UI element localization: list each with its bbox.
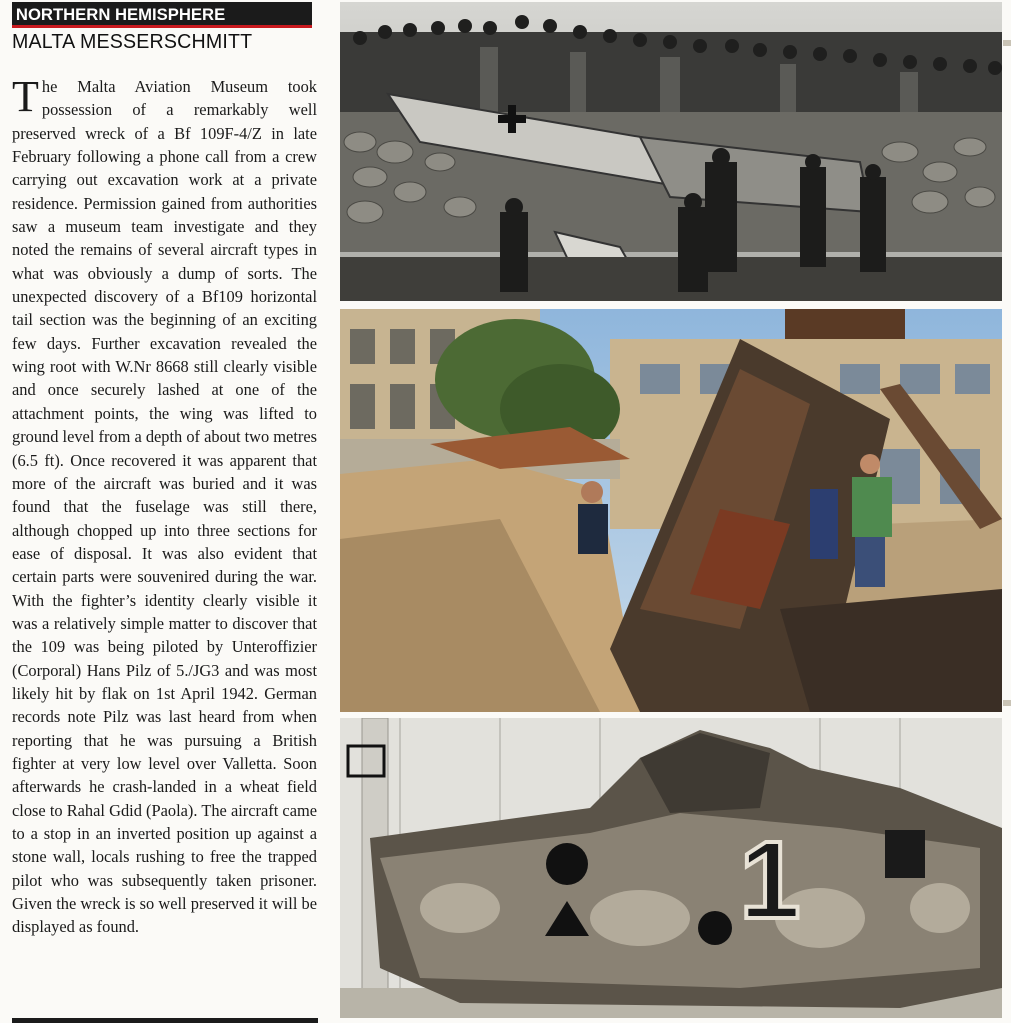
photo-historic-crash-scene <box>340 2 1002 301</box>
historic-crash-image <box>340 2 1002 301</box>
excavation-lift-image <box>340 309 1002 712</box>
edge-decoration <box>1003 40 1011 46</box>
article-body <box>12 72 317 939</box>
drop-cap: T <box>12 72 39 121</box>
article-text: he Malta Aviation Museum took possession of a remarkably well preserved wreck of a Bf 109F-4/Z in late February following a phone call from a crew carrying out excavation work at a private residence. Permission gained from authorities saw a museum team investigate and they noted the remains of several aircraft types in what was obviously a dump of sorts. The unexpected discovery of a Bf109 horizontal tail section was the beginning of an exciting few days. Further excavation revealed the wing root with W.Nr 8668 still clearly visible and once securely lashed at one of the attachment points, the wing was lifted to ground level from a depth of about two metres (6.5 ft). Once recovered it was apparent that more of the aircraft was buried and it was found that the fuselage was still there, although chopped up into three sections for ease of disposal. It was also evident that certain parts were souvenired during the war. With the fighter’s identity clearly visible it was a relatively simple matter to discover that the 109 was being piloted by Unteroffizier (Corporal) Hans Pilz of 5./JG3 and was most likely hit by flak on 1st April 1942. German records note Pilz was last heard from when reporting that he was pursuing a British fighter at very low level over Valletta. Soon afterwards he crash-landed in a wheat field close to Rahal Gdid (Paola). The aircraft came to a stop in an inverted position up against a stone wall, locals rushing to free the trapped pilot who was subsequently taken prisoner. Given the wreck is so well preserved it will be displayed as found. <box>12 77 317 937</box>
article-column <box>0 0 335 1023</box>
photo-recovered-fuselage <box>340 718 1002 1018</box>
edge-decoration <box>1003 700 1011 706</box>
recovered-fuselage-image <box>340 718 1002 1018</box>
section-tag: NORTHERN HEMISPHERE <box>12 2 312 28</box>
bottom-rule <box>12 1018 318 1023</box>
fuselage-number: 1 <box>739 819 801 942</box>
headline: MALTA MESSERSCHMITT <box>12 30 253 53</box>
photo-excavation-lift <box>340 309 1002 712</box>
